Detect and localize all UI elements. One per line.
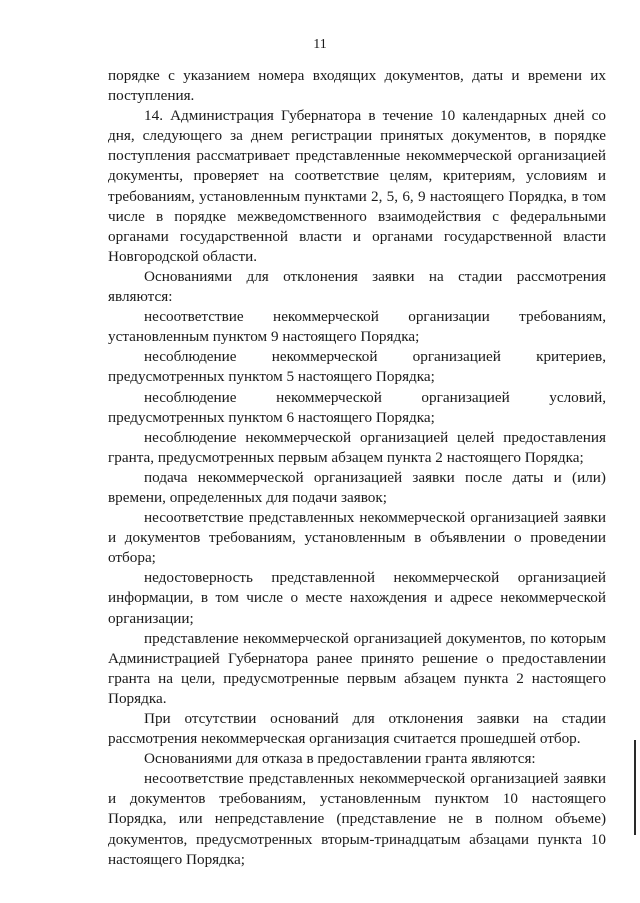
paragraph-rejection-ground: несоблюдение некоммерческой организацией условий, предусмотренных пунктом 6 настоящего Порядка; (108, 388, 606, 426)
scan-edge-mark (634, 740, 636, 835)
paragraph-continuation: порядке с указанием номера входящих документов, даты и времени их поступления. (108, 67, 606, 105)
paragraph-rejection-ground: представление некоммерческой организацией документов, по которым Администрацией Губернатора ранее принято решение о предоставлении гранта на цели, предусмотренные первым абзацем пункта 2 настоящего Порядка. (108, 629, 606, 707)
paragraph-rejection-ground: несоответствие представленных некоммерческой организацией заявки и документов требованиям, установленным в объявлении о проведении отбора; (108, 509, 606, 567)
page-number: 11 (313, 37, 327, 52)
paragraph-rejection-ground: несоответствие некоммерческой организации требованиям, установленным пунктом 9 настоящего Порядка; (108, 308, 606, 346)
paragraph-rejection-ground: несоблюдение некоммерческой организацией целей предоставления гранта, предусмотренных первым абзацем пункта 2 настоящего Порядка; (108, 428, 606, 466)
paragraph-refusal-grounds-heading: Основаниями для отказа в предоставлении гранта являются: (144, 750, 536, 768)
paragraph-rejection-grounds-heading: Основаниями для отклонения заявки на стадии рассмотрения являются: (108, 267, 606, 306)
paragraph-rejection-ground: недостоверность представленной некоммерческой организацией информации, в том числе о месте нахождения и адресе некоммерческой организации; (108, 569, 606, 627)
paragraph-item-14: 14. Администрация Губернатора в течение 10 календарных дней со дня, следующего за днем регистрации принятых документов, в порядке поступления рассматривает представленные некоммерческой организацией документы, проверяет на соответствие целям, критериям, условиям и требованиям, установленным пунктами 2, 5, 6, 9 настоящего Порядка, в том числе в порядке межведомственного взаимодействия с федеральными органами государственной власти и органами государственной власти Новгородской области. (108, 107, 606, 265)
document-body (108, 66, 606, 870)
paragraph-rejection-ground: подача некоммерческой организацией заявки после даты и (или) времени, определенных для подачи заявок; (108, 468, 606, 506)
paragraph-passed-selection: При отсутствии оснований для отклонения заявки на стадии рассмотрения некоммерческая организация считается прошедшей отбор. (108, 710, 606, 748)
paragraph-rejection-ground: несоблюдение некоммерческой организацией критериев, предусмотренных пунктом 5 настоящего Порядка; (108, 348, 606, 386)
paragraph-refusal-ground: несоответствие представленных некоммерческой организацией заявки и документов требованиям, установленным пунктом 10 настоящего Порядка, или непредставление (представление не в полном объеме) документов, предусмотренных вторым-тринадцатым абзацами пункта 10 настоящего Порядка; (108, 770, 606, 868)
